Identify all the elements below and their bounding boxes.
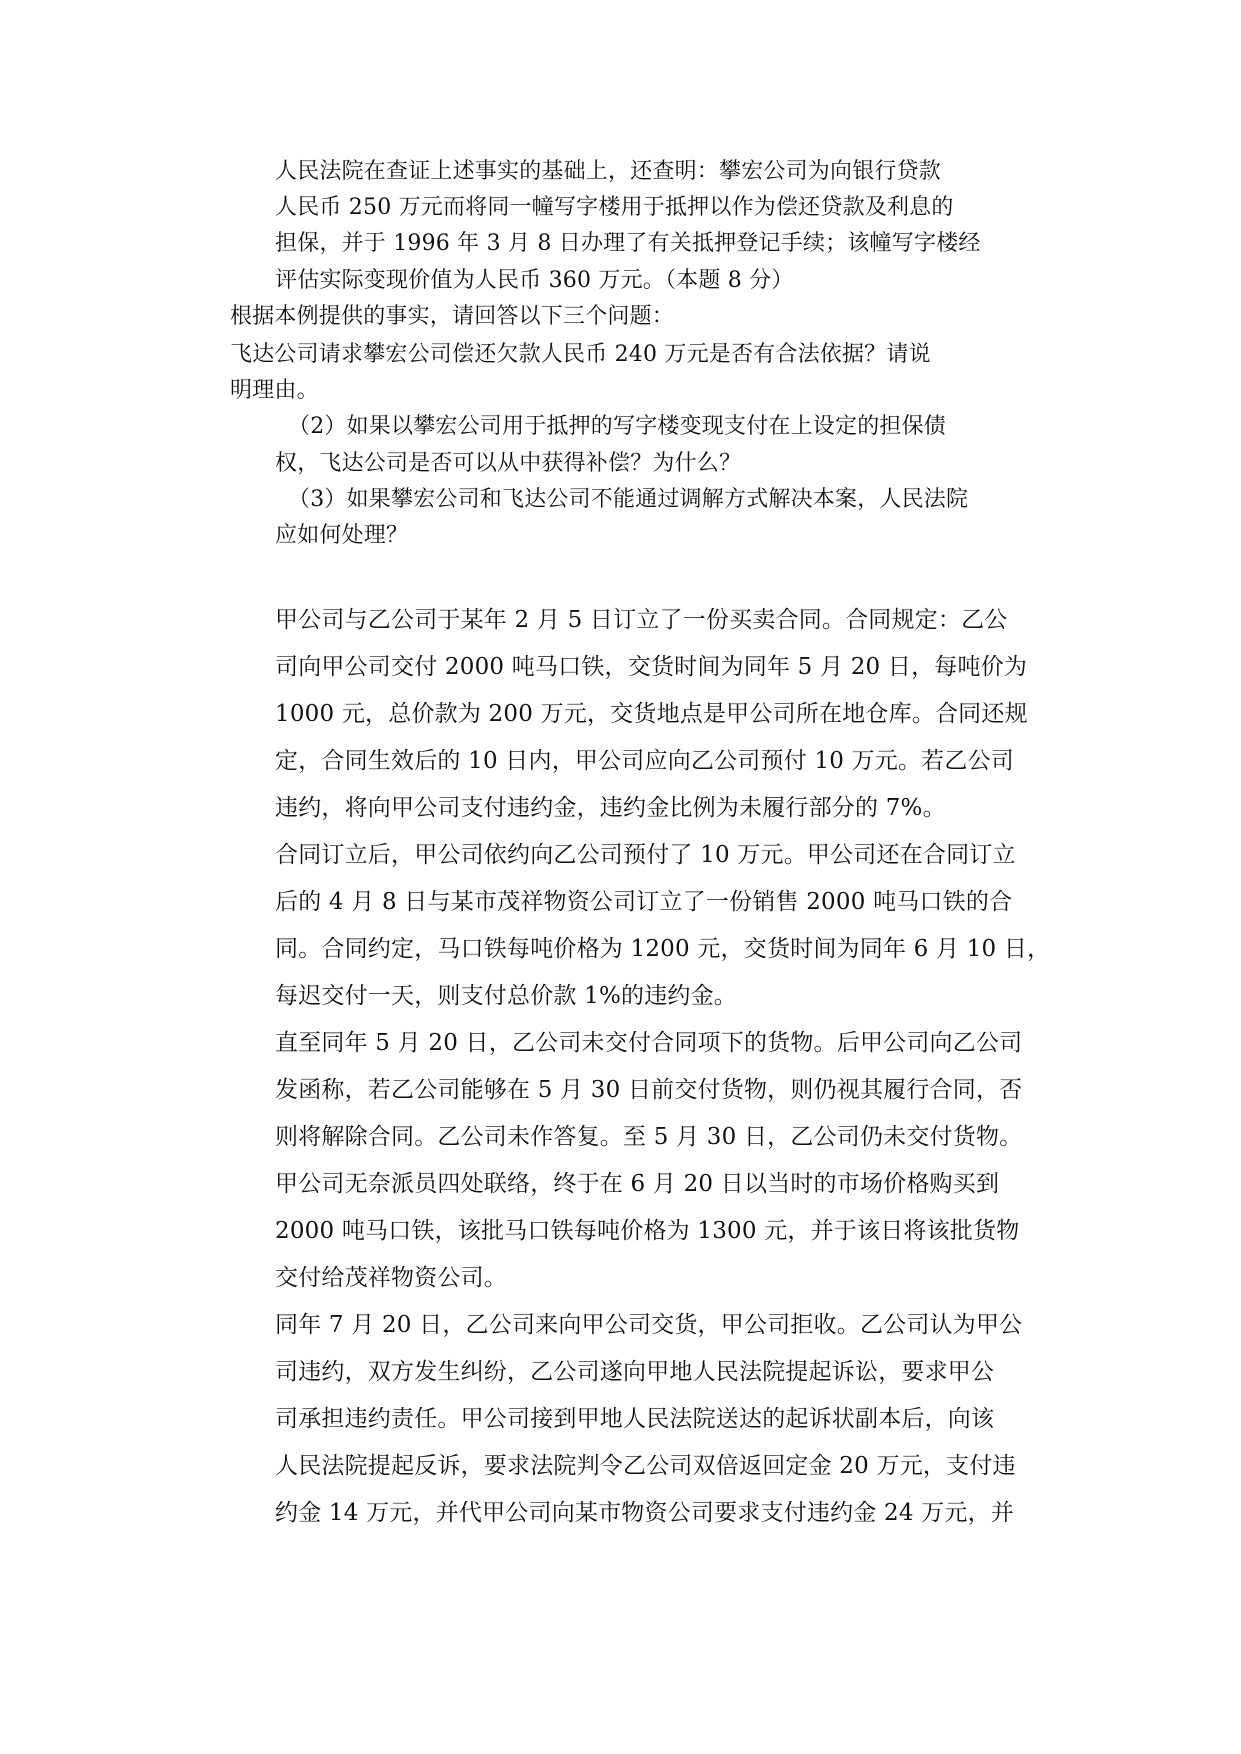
case-p4-line-2: 司违约，双方发生纠纷，乙公司遂向甲地人民法院提起诉讼，要求甲公 bbox=[275, 1359, 995, 1385]
case-p2-line-2: 后的 4 月 8 日与某市茂祥物资公司订立了一份销售 2000 吨马口铁的合 bbox=[275, 889, 1013, 915]
case-p1-line-4: 定，合同生效后的 10 日内，甲公司应向乙公司预付 10 万元。若乙公司 bbox=[275, 748, 1014, 774]
case-p1-line-5: 违约，将向甲公司支付违约金，违约金比例为未履行部分的 7%。 bbox=[275, 795, 946, 821]
question-intro: 根据本例提供的事实，请回答以下三个问题： bbox=[230, 304, 675, 329]
intro-line-4: 评估实际变现价值为人民币 360 万元。（本题 8 分） bbox=[275, 268, 794, 293]
question-2-line-1: （2）如果以攀宏公司用于抵押的写字楼变现支付在上设定的担保债 bbox=[288, 414, 946, 439]
intro-line-3: 担保，并于 1996 年 3 月 8 日办理了有关抵押登记手续；该幢写字楼经 bbox=[275, 231, 981, 256]
case-p3-line-3: 则将解除合同。乙公司未作答复。至 5 月 30 日，乙公司仍未交付货物。 bbox=[275, 1124, 1023, 1150]
case-p3-line-2: 发函称，若乙公司能够在 5 月 30 日前交付货物，则仍视其履行合同，否 bbox=[275, 1077, 1023, 1103]
case-p4-line-5: 约金 14 万元，并代甲公司向某市物资公司要求支付违约金 24 万元，并 bbox=[275, 1500, 1014, 1526]
case-p4-line-3: 司承担违约责任。甲公司接到甲地人民法院送达的起诉状副本后，向该 bbox=[275, 1406, 995, 1432]
case-p3-line-4: 甲公司无奈派员四处联络，终于在 6 月 20 日以当时的市场价格购买到 bbox=[275, 1171, 1000, 1197]
case-p1-line-1: 甲公司与乙公司于某年 2 月 5 日订立了一份买卖合同。合同规定：乙公 bbox=[275, 607, 1008, 633]
intro-line-1: 人民法院在查证上述事实的基础上，还查明：攀宏公司为向银行贷款 bbox=[275, 159, 942, 184]
case-p2-line-4: 每迟交付一天，则支付总价款 1%的违约金。 bbox=[275, 983, 737, 1009]
question-1-line-2: 明理由。 bbox=[230, 378, 319, 403]
case-p3-line-1: 直至同年 5 月 20 日，乙公司未交付合同项下的货物。后甲公司向乙公司 bbox=[275, 1030, 1023, 1056]
question-1-line-1: 飞达公司请求攀宏公司偿还欠款人民币 240 万元是否有合法依据？请说 bbox=[230, 342, 931, 367]
case-p3-line-6: 交付给茂祥物资公司。 bbox=[275, 1265, 507, 1291]
question-3-line-2: 应如何处理？ bbox=[275, 523, 409, 548]
question-2-line-2: 权，飞达公司是否可以从中获得补偿？为什么？ bbox=[275, 451, 742, 476]
question-3-line-1: （3）如果攀宏公司和飞达公司不能通过调解方式解决本案，人民法院 bbox=[288, 487, 969, 512]
case-p4-line-4: 人民法院提起反诉，要求法院判令乙公司双倍返回定金 20 万元，支付违 bbox=[275, 1453, 1016, 1479]
case-p1-line-2: 司向甲公司交付 2000 吨马口铁，交货时间为同年 5 月 20 日，每吨价为 bbox=[275, 654, 1028, 680]
case-p2-line-1: 合同订立后，甲公司依约向乙公司预付了 10 万元。甲公司还在合同订立 bbox=[275, 842, 1016, 868]
case-p2-line-3: 同。合同约定，马口铁每吨价格为 1200 元，交货时间为同年 6 月 10 日， bbox=[275, 936, 1051, 962]
case-p3-line-5: 2000 吨马口铁，该批马口铁每吨价格为 1300 元，并于该日将该批货物 bbox=[275, 1218, 1020, 1244]
intro-line-2: 人民币 250 万元而将同一幢写字楼用于抵押以作为偿还贷款及利息的 bbox=[275, 195, 954, 220]
case-p1-line-3: 1000 元，总价款为 200 万元，交货地点是甲公司所在地仓库。合同还规 bbox=[275, 701, 1028, 727]
case-p4-line-1: 同年 7 月 20 日，乙公司来向甲公司交货，甲公司拒收。乙公司认为甲公 bbox=[275, 1312, 1023, 1338]
